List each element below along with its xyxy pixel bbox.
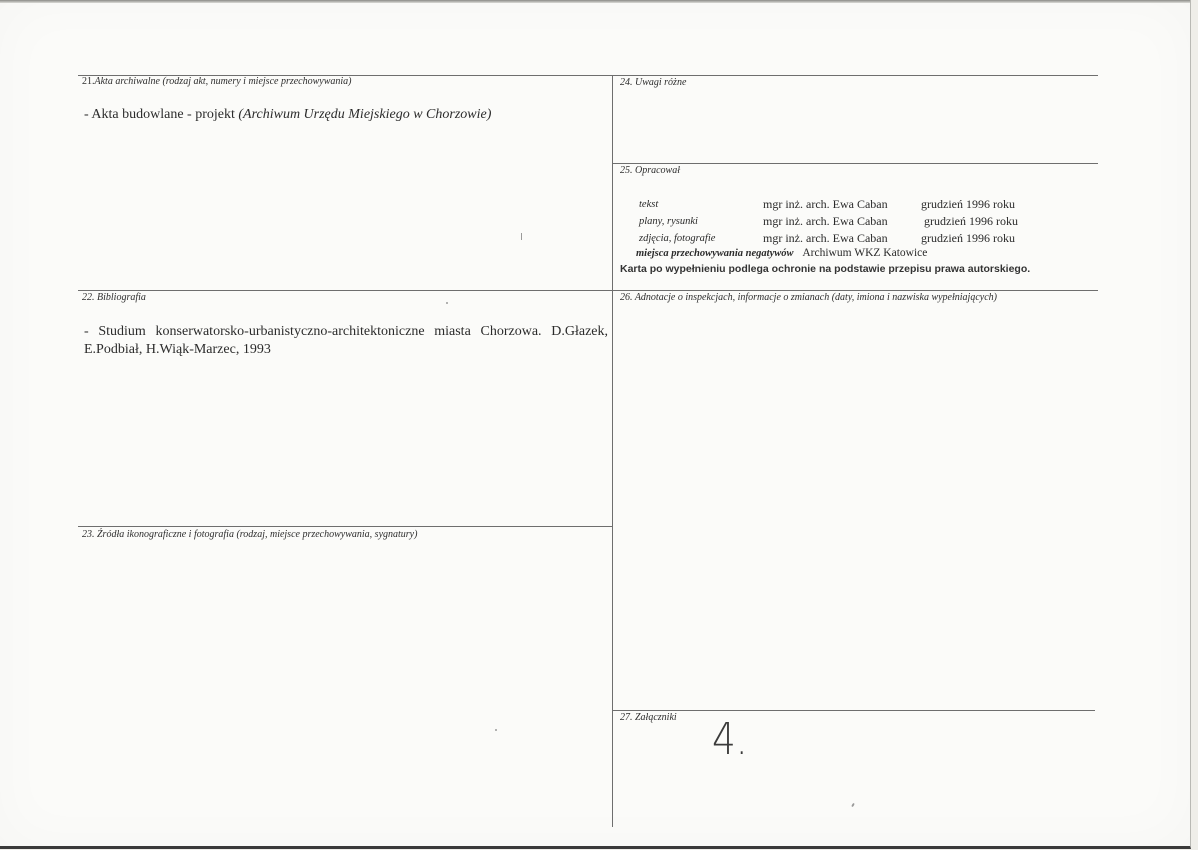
section-21-title: Akta archiwalne (rodzaj akt, numery i miejsce przechowywania) [94,76,352,87]
negatives-storage [636,247,927,259]
rule-above-23 [78,526,612,527]
author-row-date: grudzień 1996 roku [921,231,1015,245]
author-row-person: mgr inż. arch. Ewa Caban [763,214,888,228]
attachments-count: 4. [712,714,748,765]
negatives-label: miejsca przechowywania negatywów [636,248,794,259]
negatives-value: Archiwum WKZ Katowice [802,247,928,259]
author-row-person: mgr inż. arch. Ewa Caban [763,197,888,211]
section-27-title: 27. Załączniki [620,712,677,723]
scan-speck [495,729,497,731]
scan-speck [446,302,448,304]
archive-location: (Archiwum Urzędu Miejskiego w Chorzowie) [238,107,492,122]
scan-speck [851,803,855,807]
section-21-entry [84,106,604,124]
column-divider [612,75,613,827]
scan-speck [521,233,522,240]
section-21-header [82,75,352,90]
author-row-label: tekst [639,199,659,210]
copyright-note: Karta po wypełnieniu podlega ochronie na podstawie przepisu prawa autorskiego. [620,263,1031,275]
section-21-number: 21. [82,76,95,87]
section-23-title: 23. Źródła ikonograficzne i fotografia (rodzaj, miejsce przechowywania, sygnatury) [82,529,418,540]
author-row-date: grudzień 1996 roku [921,197,1015,211]
bibliography-entry: - Studium konserwatorsko-urbanistyczno-architektoniczne miasta Chorzowa. D.Głazek, E.Podbiał, H.Wiąk-Marzec, 1993 [84,324,608,358]
archive-record-type: - Akta budowlane - projekt [84,107,239,122]
author-row-label: plany, rysunki [639,216,698,227]
section-22-title: 22. Bibliografia [82,292,146,303]
rule-above-25 [613,163,1098,164]
author-row-label: zdjęcia, fotografie [639,233,716,244]
author-row-date: grudzień 1996 roku [924,214,1018,228]
section-24-title: 24. Uwagi różne [620,77,687,88]
author-row-person: mgr inż. arch. Ewa Caban [763,231,888,245]
rule-above-27 [613,710,1095,711]
section-25-title: 25. Opracował [620,165,680,176]
section-26-title: 26. Adnotacje o inspekcjach, informacje o zmianach (daty, imiona i nazwiska wypełniających) [620,292,997,303]
